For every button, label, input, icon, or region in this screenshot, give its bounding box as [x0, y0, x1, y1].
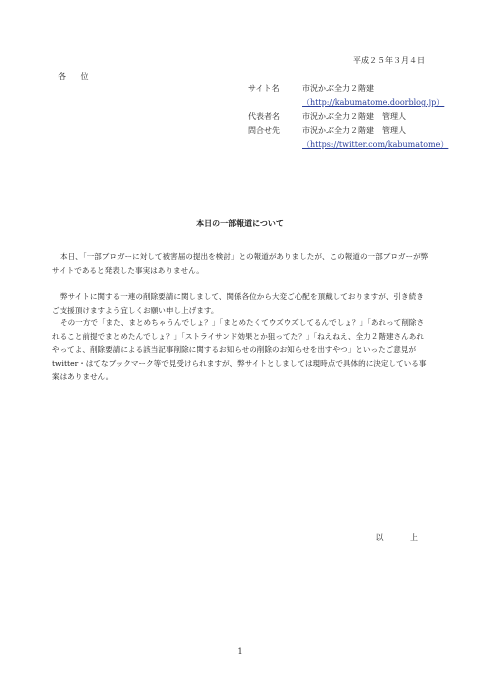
- site-url-link[interactable]: （http://kabumatome.doorblog.jp）: [302, 98, 445, 107]
- document-title: 本日の一部報道について: [196, 218, 284, 228]
- document-date: 平成２５年３月４日: [353, 56, 425, 65]
- contact-row: [248, 124, 448, 138]
- paragraph-2: [52, 290, 430, 317]
- representative-value: 市況かぶ全力２階建 管理人: [302, 112, 406, 121]
- contact-value: 市況かぶ全力２階建 管理人: [302, 126, 406, 135]
- paragraph-1: [52, 250, 430, 277]
- paragraph-1-text: 本日、「一部ブロガーに対して被害届の提出を検討」との報道がありましたが、この報道の一部ブロガーが弊サイトであると発表した事実はありません。: [52, 252, 429, 275]
- site-url-row: [248, 96, 448, 110]
- sender-info: [248, 82, 448, 152]
- site-label: サイト名: [248, 84, 280, 93]
- addressee: 各 位: [58, 72, 95, 81]
- site-row: [248, 82, 448, 96]
- closing-mark: 以 上: [375, 533, 430, 542]
- page-number: 1: [237, 647, 243, 656]
- contact-url-row: [248, 138, 448, 152]
- paragraph-2-text: 弊サイトに関する一連の削除要請に関しまして、関係各位から大変ご心配を頂戴しておりますが、引き続きご支援頂けますよう宜しくお願い申し上げます。: [52, 292, 424, 315]
- contact-url-link[interactable]: （https://twitter.com/kabumatome）: [302, 140, 449, 149]
- representative-row: [248, 110, 448, 124]
- contact-label: 問合せ先: [248, 126, 280, 135]
- paragraph-3-text: その一方で「また、まとめちゃうんでしょ？」「まとめたくてウズウズしてるんでしょ？」「あれって削除されること前提でまとめたんでしょ？」「ストライサンド効果とか狙ってた？」「ねえねえ、全力２階建さんあれやってよ、削除要請による該当記事削除に関するお知らせの削除のお知らせを出すやつ」といったご意見がtwitter・はてなブックマーク等で見受けられますが、弊サイトとしましては現時点で具体的に決定している事案はありません。: [52, 318, 427, 381]
- representative-label: 代表者名: [248, 112, 280, 121]
- site-value: 市況かぶ全力２階建: [302, 84, 374, 93]
- paragraph-3: [52, 316, 430, 384]
